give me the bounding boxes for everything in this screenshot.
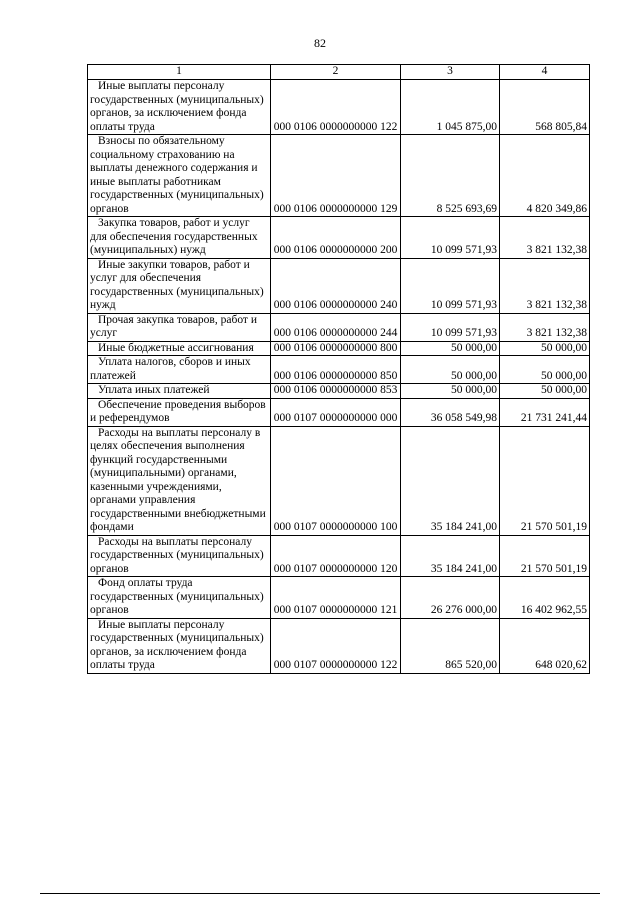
- row-name-cell: Фонд оплаты труда государственных (муниципальных) органов: [88, 577, 271, 619]
- row-name-cell: Уплата иных платежей: [88, 384, 271, 399]
- row-value-col3: 35 184 241,00: [401, 535, 500, 577]
- row-value-col4: 21 570 501,19: [500, 426, 590, 535]
- row-name-cell: Иные бюджетные ассигнования: [88, 341, 271, 356]
- row-name-cell: Иные выплаты персоналу государственных (муниципальных) органов, за исключением фонда оплаты труда: [88, 618, 271, 673]
- row-code-cell: 000 0107 0000000000 120: [271, 535, 401, 577]
- row-value-col3: 10 099 571,93: [401, 313, 500, 341]
- row-value-col4: 4 820 349,86: [500, 135, 590, 217]
- table-row: [88, 384, 590, 399]
- row-value-col4: 16 402 962,55: [500, 577, 590, 619]
- row-code-cell: 000 0106 0000000000 244: [271, 313, 401, 341]
- row-code-cell: 000 0107 0000000000 122: [271, 618, 401, 673]
- row-name-cell: Иные выплаты персоналу государственных (муниципальных) органов, за исключением фонда оплаты труда: [88, 80, 271, 135]
- row-value-col4: 3 821 132,38: [500, 313, 590, 341]
- row-value-col3: 50 000,00: [401, 384, 500, 399]
- table-row: [88, 341, 590, 356]
- row-name-cell: Расходы на выплаты персоналу в целях обеспечения выполнения функций государственными (муниципальными) органами, казенными учреждениями, органами управления государственными внебюджетными фондами: [88, 426, 271, 535]
- table-row: [88, 398, 590, 426]
- page-bottom-rule: [40, 893, 600, 894]
- row-code-cell: 000 0106 0000000000 850: [271, 356, 401, 384]
- table-row: [88, 426, 590, 535]
- table-header-row: [88, 65, 590, 80]
- row-name-cell: Закупка товаров, работ и услуг для обеспечения государственных (муниципальных) нужд: [88, 217, 271, 259]
- table-row: [88, 356, 590, 384]
- row-name-cell: Взносы по обязательному социальному страхованию на выплаты денежного содержания и иные выплаты работникам государственных (муниципальных) органов: [88, 135, 271, 217]
- row-code-cell: 000 0106 0000000000 129: [271, 135, 401, 217]
- row-code-cell: 000 0106 0000000000 853: [271, 384, 401, 399]
- row-value-col3: 36 058 549,98: [401, 398, 500, 426]
- table-row: [88, 258, 590, 313]
- page-number: 82: [314, 36, 326, 50]
- row-value-col3: 10 099 571,93: [401, 258, 500, 313]
- row-name-cell: Уплата налогов, сборов и иных платежей: [88, 356, 271, 384]
- row-value-col4: 3 821 132,38: [500, 258, 590, 313]
- table-row: [88, 313, 590, 341]
- row-value-col3: 865 520,00: [401, 618, 500, 673]
- row-value-col4: 50 000,00: [500, 341, 590, 356]
- column-header: 4: [500, 65, 590, 80]
- row-name-cell: Прочая закупка товаров, работ и услуг: [88, 313, 271, 341]
- row-value-col4: 21 570 501,19: [500, 535, 590, 577]
- row-value-col4: 21 731 241,44: [500, 398, 590, 426]
- table-row: [88, 217, 590, 259]
- table-row: [88, 535, 590, 577]
- row-value-col3: 26 276 000,00: [401, 577, 500, 619]
- row-value-col4: 3 821 132,38: [500, 217, 590, 259]
- row-value-col4: 648 020,62: [500, 618, 590, 673]
- row-code-cell: 000 0107 0000000000 000: [271, 398, 401, 426]
- row-code-cell: 000 0106 0000000000 240: [271, 258, 401, 313]
- row-code-cell: 000 0106 0000000000 800: [271, 341, 401, 356]
- budget-table: [87, 64, 590, 674]
- column-header: 2: [271, 65, 401, 80]
- column-header: 3: [401, 65, 500, 80]
- row-value-col4: 50 000,00: [500, 384, 590, 399]
- row-code-cell: 000 0106 0000000000 122: [271, 80, 401, 135]
- row-value-col3: 1 045 875,00: [401, 80, 500, 135]
- row-value-col3: 8 525 693,69: [401, 135, 500, 217]
- row-value-col3: 10 099 571,93: [401, 217, 500, 259]
- row-value-col3: 35 184 241,00: [401, 426, 500, 535]
- table-row: [88, 135, 590, 217]
- row-name-cell: Расходы на выплаты персоналу государственных (муниципальных) органов: [88, 535, 271, 577]
- row-value-col3: 50 000,00: [401, 356, 500, 384]
- row-value-col3: 50 000,00: [401, 341, 500, 356]
- row-name-cell: Обеспечение проведения выборов и референдумов: [88, 398, 271, 426]
- row-code-cell: 000 0107 0000000000 100: [271, 426, 401, 535]
- table-row: [88, 577, 590, 619]
- row-value-col4: 568 805,84: [500, 80, 590, 135]
- row-name-cell: Иные закупки товаров, работ и услуг для обеспечения государственных (муниципальных) нужд: [88, 258, 271, 313]
- table-row: [88, 80, 590, 135]
- column-header: 1: [88, 65, 271, 80]
- row-code-cell: 000 0107 0000000000 121: [271, 577, 401, 619]
- row-value-col4: 50 000,00: [500, 356, 590, 384]
- row-code-cell: 000 0106 0000000000 200: [271, 217, 401, 259]
- table-row: [88, 618, 590, 673]
